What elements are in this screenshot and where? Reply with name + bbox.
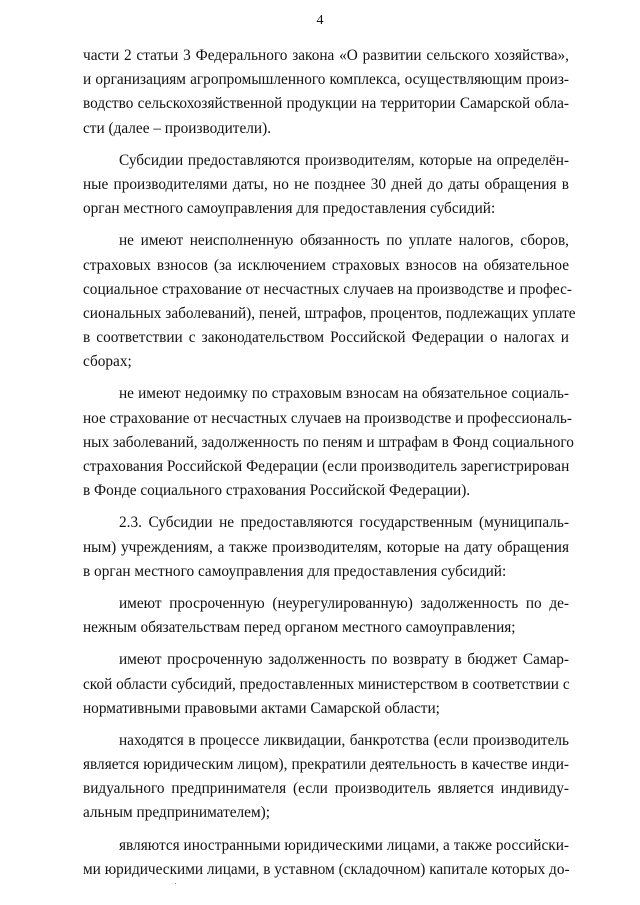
text-line: в орган местного самоуправления для предоставления субсидий:	[83, 562, 507, 580]
text-line: сиональных заболеваний), пеней, штрафов, процентов, подлежащих уплате	[83, 304, 576, 322]
paragraph	[83, 229, 576, 374]
paragraph	[83, 44, 569, 141]
document-body	[83, 44, 576, 882]
text-line: в Фонде социального страхования Российской Федерации).	[83, 482, 471, 500]
text-line: являются иностранными юридическими лицами, а также российски-	[119, 836, 569, 854]
paragraph	[83, 729, 569, 826]
paragraph	[83, 834, 569, 882]
text-line: находятся в процессе ликвидации, банкротства (если производитель	[119, 731, 569, 749]
text-line: видуального предпринимателя (если производитель является индивиду-	[83, 780, 569, 798]
page-number: 4	[316, 13, 324, 28]
text-line: ской области субсидий, предоставленных министерством в соответствии с	[83, 675, 570, 693]
text-line: страховых взносов (за исключением страховых взносов на обязательное	[83, 256, 569, 274]
text-line: имеют просроченную (неурегулированную) задолженность по де-	[119, 594, 569, 612]
text-line: водство сельскохозяйственной продукции на территории Самарской обла-	[83, 95, 569, 113]
paragraph	[83, 592, 569, 640]
text-line: и организациям агропромышленного комплекса, осуществляющим произ-	[83, 71, 569, 89]
text-line: ное страхование от несчастных случаев на производстве и профессиональ-	[83, 409, 572, 427]
text-line: нежным обязательствам перед органом местного самоуправления;	[83, 619, 516, 637]
scan-speck	[175, 883, 176, 884]
paragraph	[83, 511, 569, 584]
text-line: социальное страхование от несчастных случаев на производстве и профес-	[83, 280, 572, 298]
text-line: сборах;	[83, 353, 132, 371]
text-line: не имеют недоимку по страховым взносам на обязательное социаль-	[119, 385, 569, 403]
text-line: 2.3. Субсидии не предоставляются государственным (муниципаль-	[119, 514, 569, 532]
text-line: в соответствии с законодательством Российской Федерации о налогах и	[83, 329, 569, 347]
text-line: не имеют неисполненную обязанность по уплате налогов, сборов,	[119, 232, 569, 250]
text-line: является юридическим лицом), прекратили деятельность в качестве инди-	[83, 756, 569, 774]
paragraph	[83, 648, 569, 721]
paragraph	[83, 382, 574, 503]
text-line: ных заболеваний, задолженность по пеням и штрафам в Фонд социального	[83, 433, 574, 451]
text-line: ные производителями даты, но не позднее 30 дней до даты обращения в	[83, 175, 569, 193]
text-line: имеют просроченную задолженность по возврату в бюджет Самар-	[119, 651, 569, 669]
text-line: Субсидии предоставляются производителям, которые на определён-	[119, 151, 569, 169]
text-line: ным) учреждениям, а также производителям, которые на дату обращения	[83, 538, 569, 556]
text-line: орган местного самоуправления для предоставления субсидий:	[83, 200, 496, 218]
text-line: сти (далее – производители).	[83, 119, 272, 137]
text-line: ми юридическими лицами, в уставном (складочном) капитале которых до-	[83, 860, 570, 878]
text-line: нормативными правовыми актами Самарской области;	[83, 699, 440, 717]
paragraph	[83, 149, 569, 222]
text-line: альным предпринимателем);	[83, 804, 270, 822]
text-line: части 2 статьи 3 Федерального закона «О развитии сельского хозяйства»,	[83, 47, 569, 64]
text-line: страхования Российской Федерации (если производитель зарегистрирован	[83, 458, 570, 475]
